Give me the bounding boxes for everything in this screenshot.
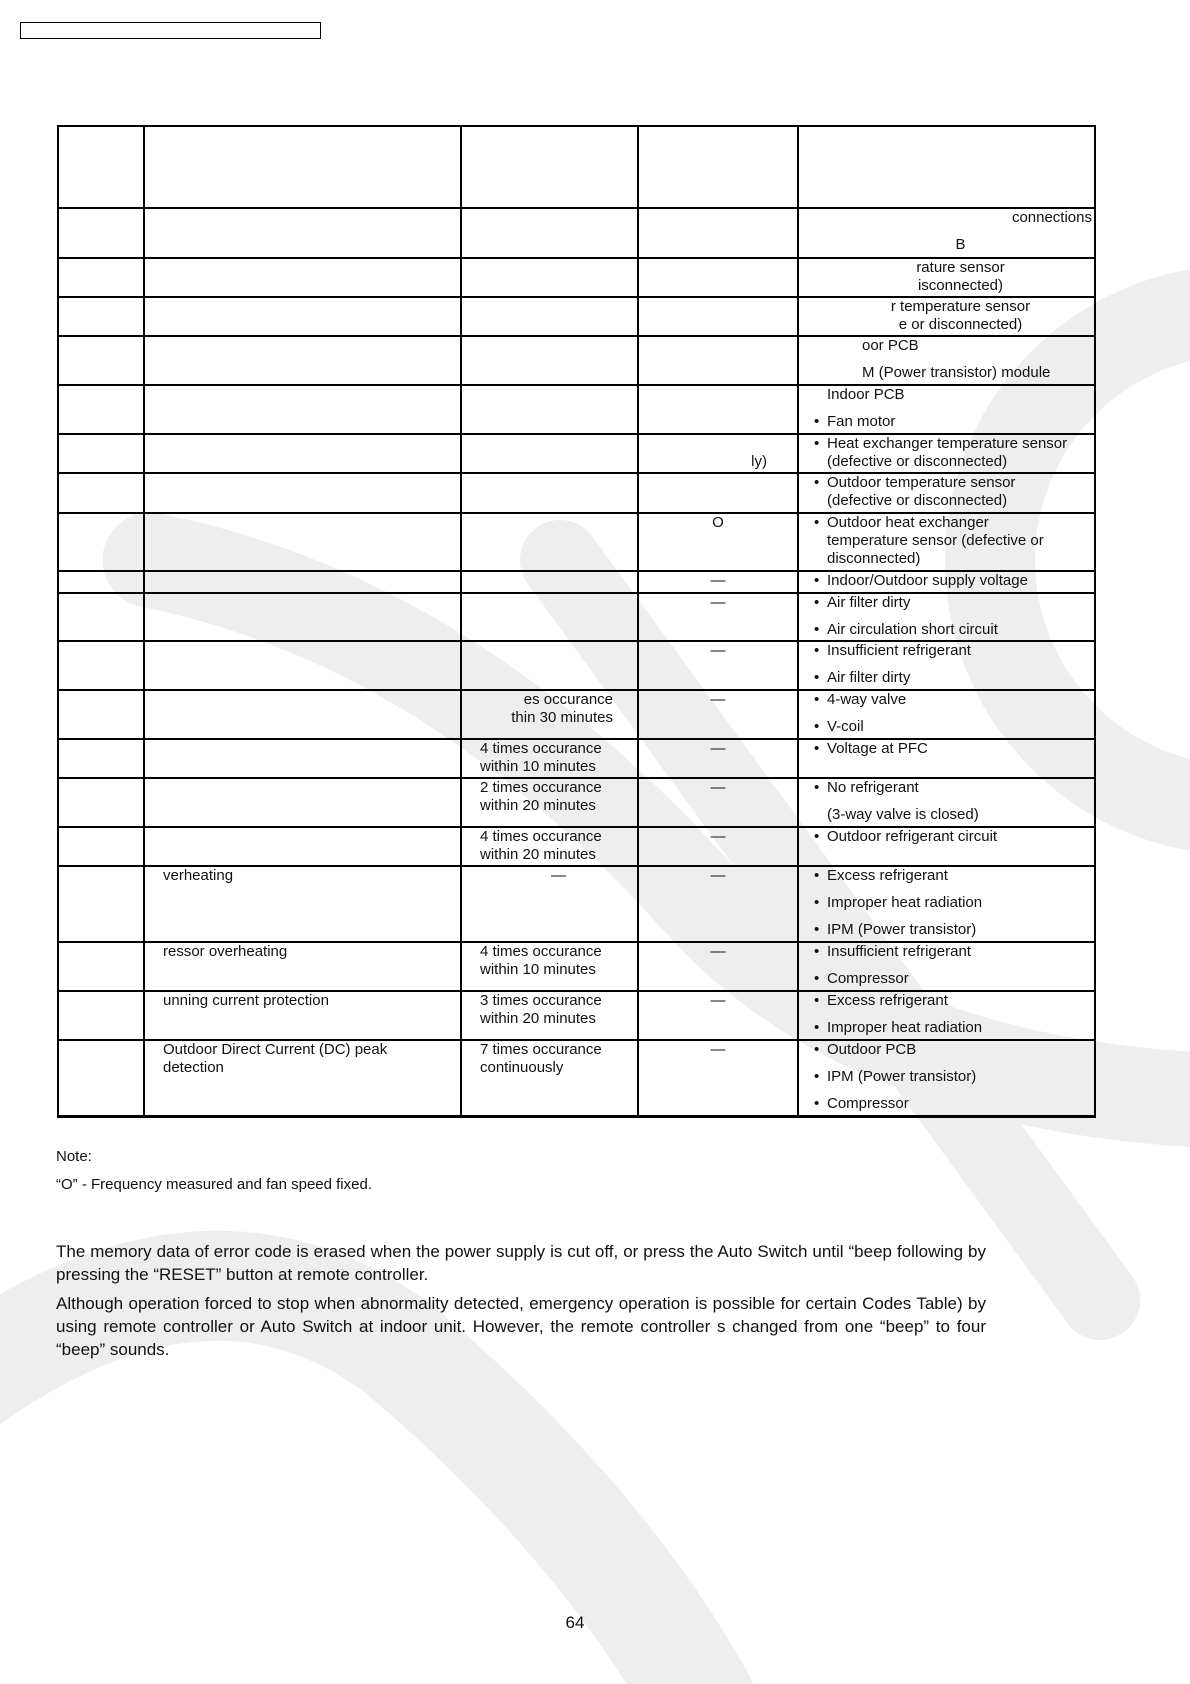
judgement-line: within 20 minutes xyxy=(480,1010,596,1027)
judgement-cell xyxy=(461,942,638,991)
table-row xyxy=(58,126,1095,208)
table-row xyxy=(58,942,1095,991)
diagnosis-cell xyxy=(144,297,461,336)
location-bullet-item: • 4-way valve xyxy=(814,691,1094,709)
emergency-op-line: ly) xyxy=(751,453,767,470)
diagnosis-line: unning current protection xyxy=(163,992,329,1009)
emergency-op-line: — xyxy=(710,740,726,757)
location-bullet-item: • Insufficient refrigerant xyxy=(814,943,1094,961)
paragraph-emergency: Although operation forced to stop when abnormality detected, emergency operation is possible for certain Codes Table) by using remote controller or Auto Switch at indoor unit. However, the remote controller s changed from one “beep” to four “beep” sounds. xyxy=(56,1294,986,1359)
location-bullet-item: • Heat exchanger temperature sensor xyxy=(814,435,1094,453)
location-bullet-item: • IPM (Power transistor) xyxy=(814,921,1094,939)
error-code-cell xyxy=(58,336,144,385)
table-row xyxy=(58,593,1095,641)
diagnosis-cell xyxy=(144,385,461,434)
judgement-cell xyxy=(461,778,638,827)
table-row xyxy=(58,690,1095,739)
emergency-op-cell xyxy=(638,208,798,258)
diagnosis-cell xyxy=(144,866,461,942)
location-bullet-item: • Insufficient refrigerant xyxy=(814,642,1094,660)
table-row xyxy=(58,866,1095,942)
judgement-line: within 20 minutes xyxy=(480,797,596,814)
page-number: 64 xyxy=(565,1613,585,1632)
emergency-op-cell xyxy=(638,126,798,208)
error-code-cell xyxy=(58,258,144,297)
judgement-line: within 10 minutes xyxy=(480,961,596,978)
primary-location-cell xyxy=(798,208,1095,258)
judgement-line: 4 times occurance xyxy=(480,943,602,960)
error-code-cell xyxy=(58,434,144,473)
location-bullet-item: • Outdoor heat exchanger xyxy=(814,514,1094,532)
location-text: r temperature sensor xyxy=(890,298,1031,315)
emergency-op-line: — xyxy=(710,691,726,708)
emergency-op-cell xyxy=(638,690,798,739)
judgement-cell xyxy=(461,513,638,571)
diagnosis-cell xyxy=(144,571,461,593)
judgement-line: es occurance xyxy=(523,691,613,708)
location-text: (defective or disconnected) xyxy=(827,492,1008,509)
diagnosis-cell xyxy=(144,513,461,571)
judgement-cell xyxy=(461,297,638,336)
error-code-cell xyxy=(58,297,144,336)
diagnosis-cell xyxy=(144,641,461,690)
emergency-op-cell xyxy=(638,593,798,641)
emergency-op-cell xyxy=(638,778,798,827)
emergency-op-cell xyxy=(638,513,798,571)
judgement-cell xyxy=(461,641,638,690)
table-row xyxy=(58,473,1095,513)
location-bullet-item: • Improper heat radiation xyxy=(814,894,1094,912)
judgement-cell xyxy=(461,258,638,297)
table-row xyxy=(58,571,1095,593)
diagnosis-line: Outdoor Direct Current (DC) peak xyxy=(163,1041,388,1058)
location-bullet-item: • Compressor xyxy=(814,1095,1094,1113)
emergency-op-line: — xyxy=(710,642,726,659)
location-bullet-item: • No refrigerant xyxy=(814,779,1094,797)
location-text: (3-way valve is closed) xyxy=(827,806,979,823)
emergency-op-cell xyxy=(638,473,798,513)
primary-location-cell xyxy=(798,473,1095,513)
diagnosis-cell xyxy=(144,991,461,1040)
location-text: M (Power transistor) module xyxy=(862,364,1051,381)
diagnosis-cell xyxy=(144,208,461,258)
table-row xyxy=(58,991,1095,1040)
paragraph-memory: The memory data of error code is erased when the power supply is cut off, or press the Auto Switch until “beep following by pressing the “RESET” button at remote controller. xyxy=(56,1242,986,1284)
location-bullet-item: • Outdoor refrigerant circuit xyxy=(814,828,1094,846)
judgement-line: 7 times occurance xyxy=(480,1041,602,1058)
emergency-op-line: O xyxy=(712,514,724,531)
emergency-op-line: — xyxy=(710,992,726,1009)
primary-location-cell xyxy=(798,690,1095,739)
diagnosis-line: detection xyxy=(163,1059,224,1076)
emergency-op-cell xyxy=(638,571,798,593)
emergency-op-cell xyxy=(638,336,798,385)
location-text: (defective or disconnected) xyxy=(827,453,1008,470)
primary-location-cell xyxy=(798,513,1095,571)
diagnosis-cell xyxy=(144,690,461,739)
table-row xyxy=(58,827,1095,866)
judgement-cell xyxy=(461,434,638,473)
table-row xyxy=(58,208,1095,258)
error-code-cell xyxy=(58,942,144,991)
table-row xyxy=(58,778,1095,827)
emergency-op-cell xyxy=(638,641,798,690)
judgement-line: within 10 minutes xyxy=(480,758,596,775)
primary-location-cell xyxy=(798,778,1095,827)
header-box xyxy=(20,22,321,39)
judgement-line: — xyxy=(551,867,566,884)
emergency-op-cell xyxy=(638,942,798,991)
judgement-cell xyxy=(461,739,638,778)
primary-location-cell xyxy=(798,991,1095,1040)
diagnosis-line: ressor overheating xyxy=(163,943,288,960)
primary-location-cell xyxy=(798,571,1095,593)
error-code-cell xyxy=(58,1040,144,1116)
judgement-cell xyxy=(461,208,638,258)
judgement-cell xyxy=(461,336,638,385)
judgement-cell xyxy=(461,866,638,942)
location-text: isconnected) xyxy=(917,277,1004,294)
location-text: connections xyxy=(1011,209,1092,226)
location-bullet-item: • Excess refrigerant xyxy=(814,992,1094,1010)
error-code-cell xyxy=(58,778,144,827)
table-row xyxy=(58,385,1095,434)
emergency-op-line: — xyxy=(710,1041,726,1058)
judgement-cell xyxy=(461,593,638,641)
error-code-cell xyxy=(58,866,144,942)
primary-location-cell xyxy=(798,1040,1095,1116)
location-bullet-item: • Outdoor temperature sensor xyxy=(814,474,1094,492)
judgement-line: thin 30 minutes xyxy=(511,709,613,726)
primary-location-cell xyxy=(798,434,1095,473)
primary-location-cell xyxy=(798,942,1095,991)
location-bullet-item: • Voltage at PFC xyxy=(814,740,1094,758)
error-code-cell xyxy=(58,827,144,866)
error-code-cell xyxy=(58,593,144,641)
judgement-line: continuously xyxy=(480,1059,564,1076)
judgement-cell xyxy=(461,690,638,739)
judgement-cell xyxy=(461,991,638,1040)
diagnosis-cell xyxy=(144,593,461,641)
error-code-cell xyxy=(58,991,144,1040)
diagnosis-cell xyxy=(144,473,461,513)
error-code-cell xyxy=(58,385,144,434)
judgement-cell xyxy=(461,1040,638,1116)
location-bullet-item: • Air circulation short circuit xyxy=(814,621,1094,639)
primary-location-cell xyxy=(798,385,1095,434)
location-text: B xyxy=(955,236,966,253)
primary-location-cell xyxy=(798,593,1095,641)
primary-location-cell xyxy=(798,126,1095,208)
emergency-op-line: — xyxy=(710,943,726,960)
error-code-cell xyxy=(58,690,144,739)
location-text: temperature sensor (defective or xyxy=(827,532,1044,549)
error-code-cell xyxy=(58,739,144,778)
location-bullet-item: • Excess refrigerant xyxy=(814,867,1094,885)
error-code-cell xyxy=(58,571,144,593)
location-text: rature sensor xyxy=(916,259,1005,276)
judgement-line: 3 times occurance xyxy=(480,992,602,1009)
diagnosis-cell xyxy=(144,778,461,827)
location-text: oor PCB xyxy=(862,337,919,354)
emergency-op-cell xyxy=(638,827,798,866)
primary-location-cell xyxy=(798,336,1095,385)
judgement-line: 4 times occurance xyxy=(480,828,602,845)
emergency-op-cell xyxy=(638,297,798,336)
table-row xyxy=(58,434,1095,473)
location-bullet-item: • Improper heat radiation xyxy=(814,1019,1094,1037)
table-row xyxy=(58,513,1095,571)
diagnosis-line: verheating xyxy=(163,867,234,884)
location-bullet-item: • Air filter dirty xyxy=(814,594,1094,612)
location-bullet-item: • Air filter dirty xyxy=(814,669,1094,687)
emergency-op-cell xyxy=(638,1040,798,1116)
emergency-op-line: — xyxy=(710,572,726,589)
note-text: “O” - Frequency measured and fan speed fixed. xyxy=(56,1176,372,1193)
diagnosis-cell xyxy=(144,827,461,866)
error-code-cell xyxy=(58,473,144,513)
table-row xyxy=(58,258,1095,297)
primary-location-cell xyxy=(798,827,1095,866)
location-text: disconnected) xyxy=(827,550,921,567)
note-block xyxy=(56,1148,372,1204)
location-bullet-item: • V-coil xyxy=(814,718,1094,736)
judgement-cell xyxy=(461,126,638,208)
judgement-line: 2 times occurance xyxy=(480,779,602,796)
location-bullet-item: • Compressor xyxy=(814,970,1094,988)
table-row xyxy=(58,739,1095,778)
diagnosis-cell xyxy=(144,739,461,778)
location-text: e or disconnected) xyxy=(898,316,1023,333)
primary-location-cell xyxy=(798,739,1095,778)
error-code-cell xyxy=(58,208,144,258)
error-code-cell xyxy=(58,641,144,690)
location-bullet-item: • Fan motor xyxy=(814,413,1094,431)
emergency-op-cell xyxy=(638,258,798,297)
location-text: Indoor PCB xyxy=(827,386,905,403)
emergency-op-line: — xyxy=(710,779,726,796)
diagnosis-cell xyxy=(144,126,461,208)
table-row xyxy=(58,1040,1095,1116)
primary-location-cell xyxy=(798,297,1095,336)
location-bullet-item: • Indoor/Outdoor supply voltage xyxy=(814,572,1094,590)
error-code-cell xyxy=(58,513,144,571)
diagnosis-cell xyxy=(144,258,461,297)
judgement-line: within 20 minutes xyxy=(480,846,596,863)
location-bullet-item: • Outdoor PCB xyxy=(814,1041,1094,1059)
judgement-cell xyxy=(461,473,638,513)
error-code-table xyxy=(57,125,1096,1118)
location-bullet-item: • IPM (Power transistor) xyxy=(814,1068,1094,1086)
emergency-op-cell xyxy=(638,991,798,1040)
emergency-op-line: — xyxy=(710,867,726,884)
diagnosis-cell xyxy=(144,1040,461,1116)
emergency-op-cell xyxy=(638,739,798,778)
emergency-op-cell xyxy=(638,385,798,434)
primary-location-cell xyxy=(798,866,1095,942)
emergency-op-line: — xyxy=(710,828,726,845)
diagnosis-cell xyxy=(144,942,461,991)
judgement-cell xyxy=(461,827,638,866)
table-row xyxy=(58,297,1095,336)
primary-location-cell xyxy=(798,641,1095,690)
emergency-op-cell xyxy=(638,866,798,942)
emergency-op-line: — xyxy=(710,594,726,611)
diagnosis-cell xyxy=(144,336,461,385)
note-label: Note: xyxy=(56,1148,92,1165)
table-row xyxy=(58,336,1095,385)
emergency-op-cell xyxy=(638,434,798,473)
judgement-line: 4 times occurance xyxy=(480,740,602,757)
error-code-cell xyxy=(58,126,144,208)
diagnosis-cell xyxy=(144,434,461,473)
judgement-cell xyxy=(461,571,638,593)
table-row xyxy=(58,641,1095,690)
judgement-cell xyxy=(461,385,638,434)
primary-location-cell xyxy=(798,258,1095,297)
